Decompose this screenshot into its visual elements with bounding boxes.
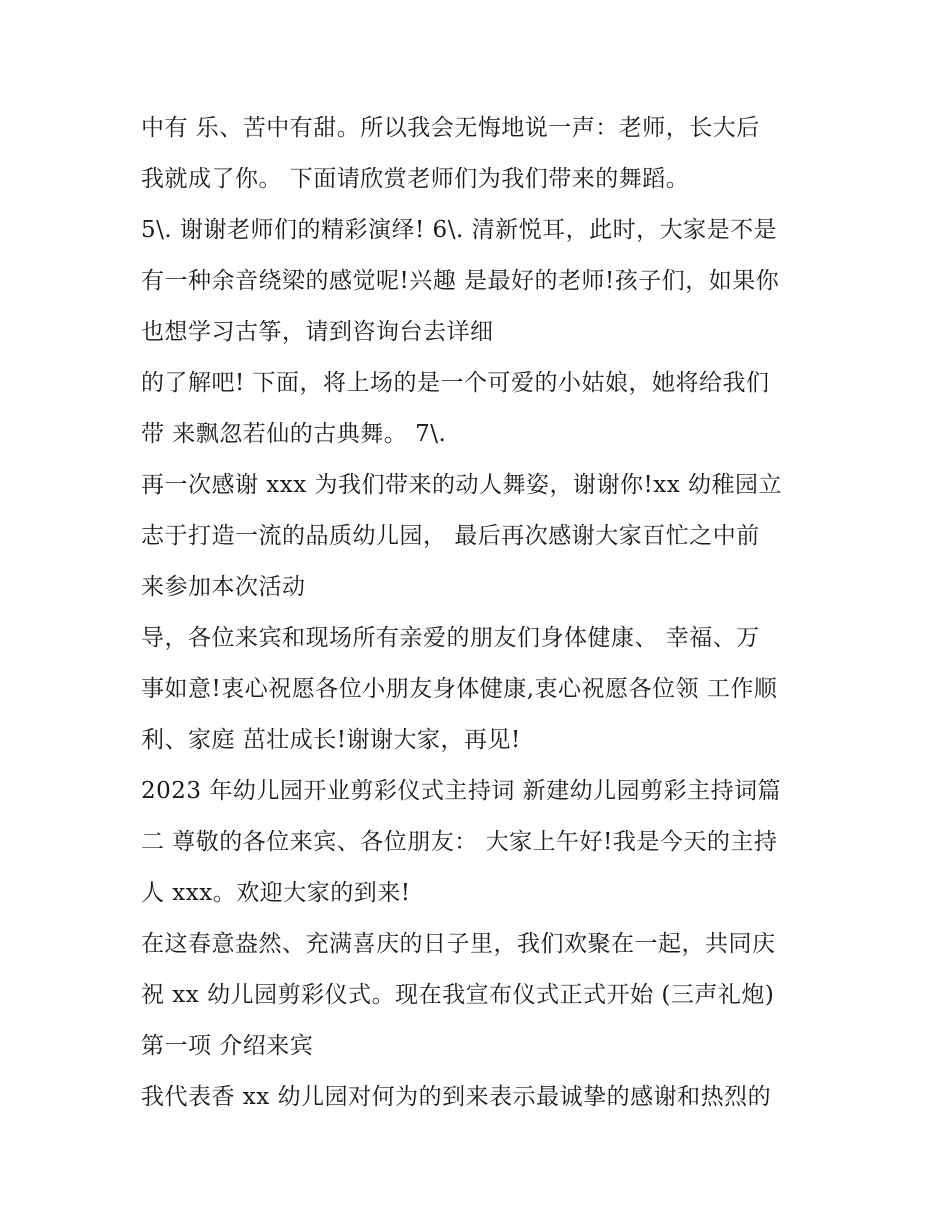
text-line: 的了解吧! 下面，将上场的是一个可爱的小姑娘，她将给我们 — [141, 370, 770, 396]
text-line: 事如意!衷心祝愿各位小朋友身体健康,衷心祝愿各位领 工作顺 — [141, 676, 778, 702]
text-line: 再一次感谢 xxx 为我们带来的动人舞姿，谢谢你!xx 幼稚园立 — [141, 472, 783, 498]
text-line: 也想学习古筝，请到咨询台去详细 — [141, 319, 494, 345]
text-line: 带 来飘忽若仙的古典舞。 7\. — [141, 421, 447, 447]
text-line: 利、家庭 茁壮成长!谢谢大家，再见! — [141, 727, 521, 753]
text-line: 2023 年幼儿园开业剪彩仪式主持词 新建幼儿园剪彩主持词篇 — [141, 778, 782, 804]
text-line: 中有 乐、苦中有甜。所以我会无悔地说一声：老师，长大后 — [141, 115, 760, 141]
text-line: 我代表香 xx 幼儿园对何为的到来表示最诚挚的感谢和热烈的 — [141, 1084, 772, 1110]
text-line: 5\. 谢谢老师们的精彩演绎! 6\. 清新悦耳，此时，大家是不是 — [141, 217, 778, 243]
text-line: 来参加本次活动 — [141, 574, 306, 600]
text-line: 导，各位来宾和现场所有亲爱的朋友们身体健康、 幸福、万 — [141, 625, 760, 651]
text-line: 我就成了你。 下面请欣赏老师们为我们带来的舞蹈。 — [141, 166, 690, 192]
text-line: 人 xxx。欢迎大家的到来! — [141, 880, 411, 906]
text-line: 志于打造一流的品质幼儿园， 最后再次感谢大家百忙之中前 — [141, 523, 760, 549]
text-line: 祝 xx 幼儿园剪彩仪式。现在我宣布仪式正式开始 (三声礼炮) — [141, 982, 775, 1008]
text-line: 在这春意盎然、充满喜庆的日子里，我们欢聚在一起，共同庆 — [141, 931, 776, 957]
text-line: 二 尊敬的各位来宾、各位朋友： 大家上午好!我是今天的主持 — [141, 829, 778, 855]
text-line: 第一项 介绍来宾 — [141, 1033, 314, 1059]
text-line: 有一种余音绕梁的感觉呢!兴趣 是最好的老师!孩子们，如果你 — [141, 268, 780, 294]
